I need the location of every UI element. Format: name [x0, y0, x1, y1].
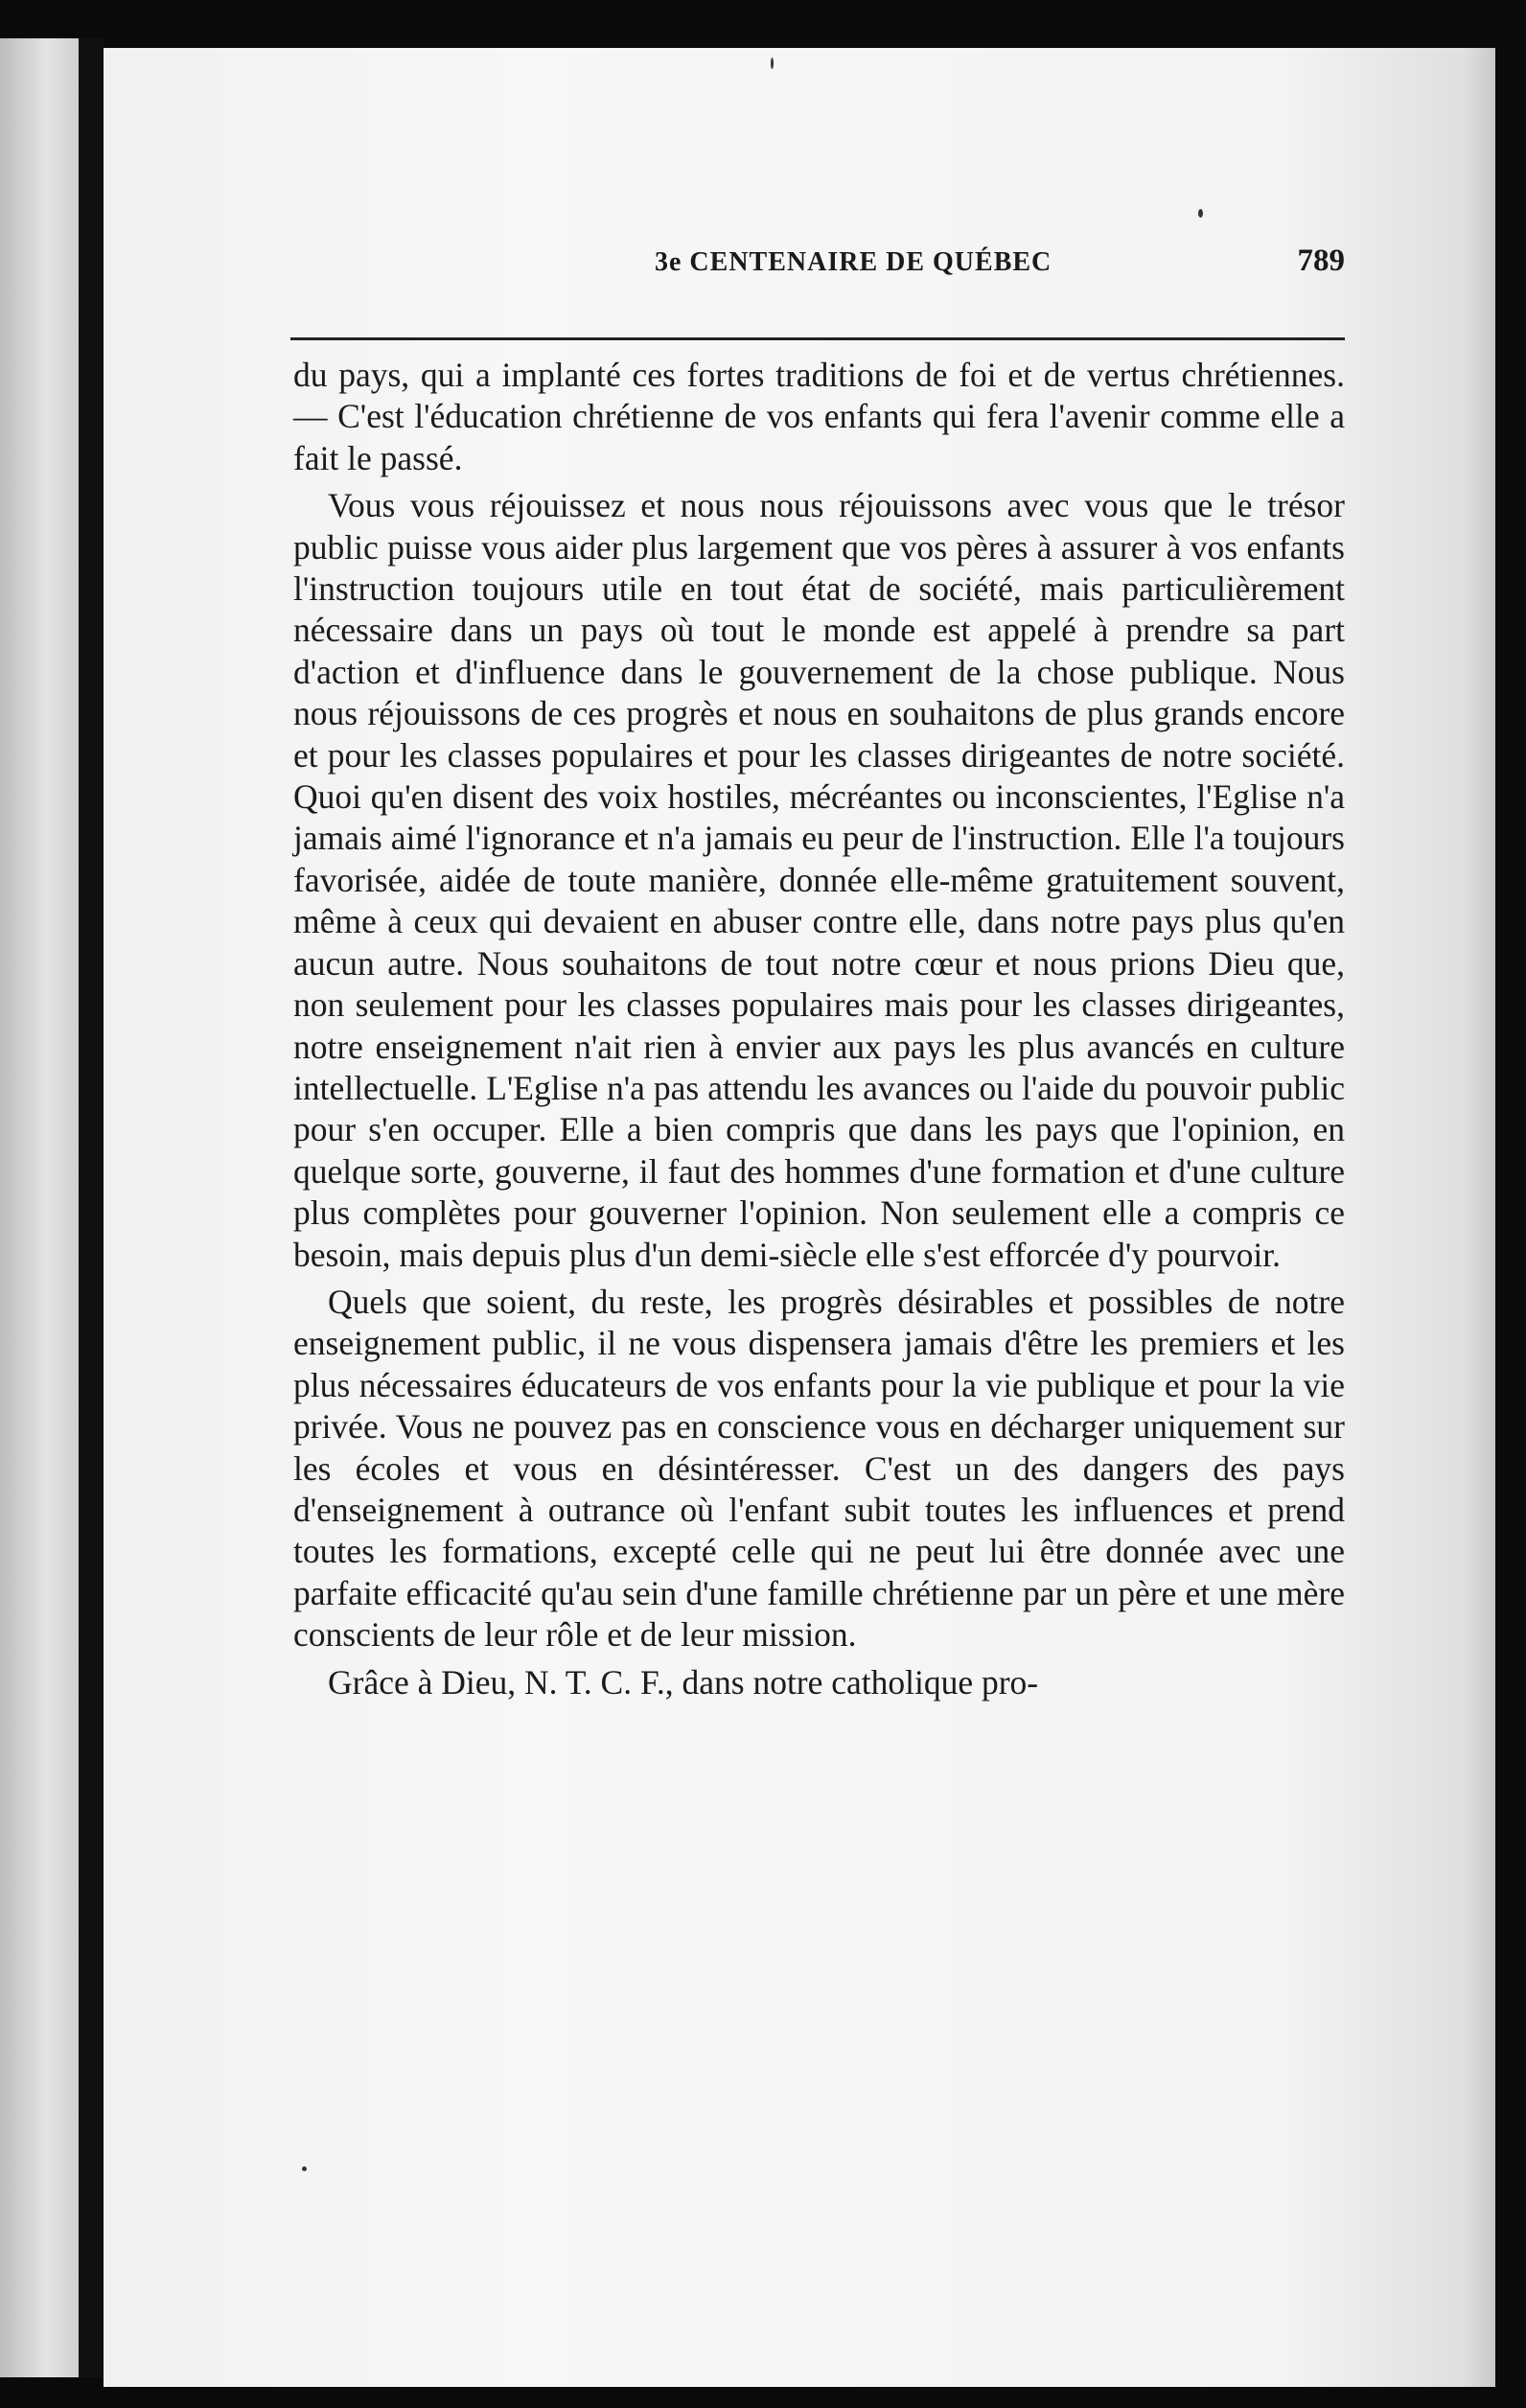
page-number: 789: [1297, 243, 1345, 278]
running-head-title: 3e CENTENAIRE DE QUÉBEC: [655, 247, 1052, 277]
binding-gutter: [79, 38, 104, 2377]
book-page: [104, 48, 1495, 2387]
paragraph: Grâce à Dieu, N. T. C. F., dans notre catholique pro-: [328, 1662, 1039, 1702]
dust-speck: [771, 58, 774, 69]
page-edge-shadow: [1461, 48, 1495, 2387]
dust-speck: [1198, 209, 1203, 218]
paragraph: Vous vous réjouissez et nous nous réjouissons avec vous que le trésor public puisse vous aider plus largement que vos pères à assurer à vos enfants l'instruction toujours utile en tout état de société, mais particulièrement nécessaire dans un pays où tout le monde est appelé à prendre sa part d'action et d'influence dans le gouvernement de la chose publique. Nous nous réjouissons de ces progrès et nous en souhaitons de plus grands encore et pour les classes populaires et pour les classes dirigeantes de notre société. Quoi qu'en disent des voix hostiles, mécréantes ou inconscientes, l'Eglise n'a jamais aimé l'ignorance et n'a jamais eu peur de l'instruction. Elle l'a toujours favorisée, aidée de toute manière, donnée elle-même gratuitement souvent, même à ceux qui devaient en abuser contre elle, dans notre pays plus qu'en aucun autre. Nous souhaitons de tout notre cœur et nous prions Dieu que, non seulement pour les classes populaires mais pour les classes dirigeantes, notre enseignement n'ait rien à envier aux pays les plus avancés en culture intellectuelle. L'Eglise n'a pas attendu les avances ou l'aide du pouvoir public pour s'en occuper. Elle a bien compris que dans les pays que l'opinion, en quelque sorte, gouverne, il faut des hommes d'une formation et d'une culture plus complètes pour gouverner l'opinion. Non seulement elle a compris ce besoin, mais depuis plus d'un demi-siècle elle s'est efforcée d'y pourvoir.: [293, 486, 1345, 1274]
running-head: [290, 238, 1345, 295]
paragraph-continuation: du pays, qui a implanté ces fortes traditions de foi et de vertus chrétiennes. — C'est l'éducation chrétienne de vos enfants qui fera l'avenir comme elle a fait le passé.: [293, 356, 1345, 477]
header-rule: [290, 337, 1345, 340]
dust-speck: [302, 2166, 307, 2171]
facing-page-edge: [0, 38, 79, 2377]
paragraph: Quels que soient, du reste, les progrès désirables et possibles de notre enseignement public, il ne vous dispensera jamais d'être les premiers et les plus nécessaires éducateurs de vos enfants pour la vie publique et pour la vie privée. Vous ne pouvez pas en conscience vous en décharger uniquement sur les écoles et vous en désintéresser. C'est un des dangers des pays d'enseignement à outrance où l'enfant subit toutes les influences et prend toutes les formations, excepté celle qui ne peut lui être donnée avec une parfaite efficacité qu'au sein d'une famille chrétienne par un père et une mère conscients de leur rôle et de leur mission.: [293, 1282, 1345, 1655]
body-text: [293, 355, 1345, 1709]
